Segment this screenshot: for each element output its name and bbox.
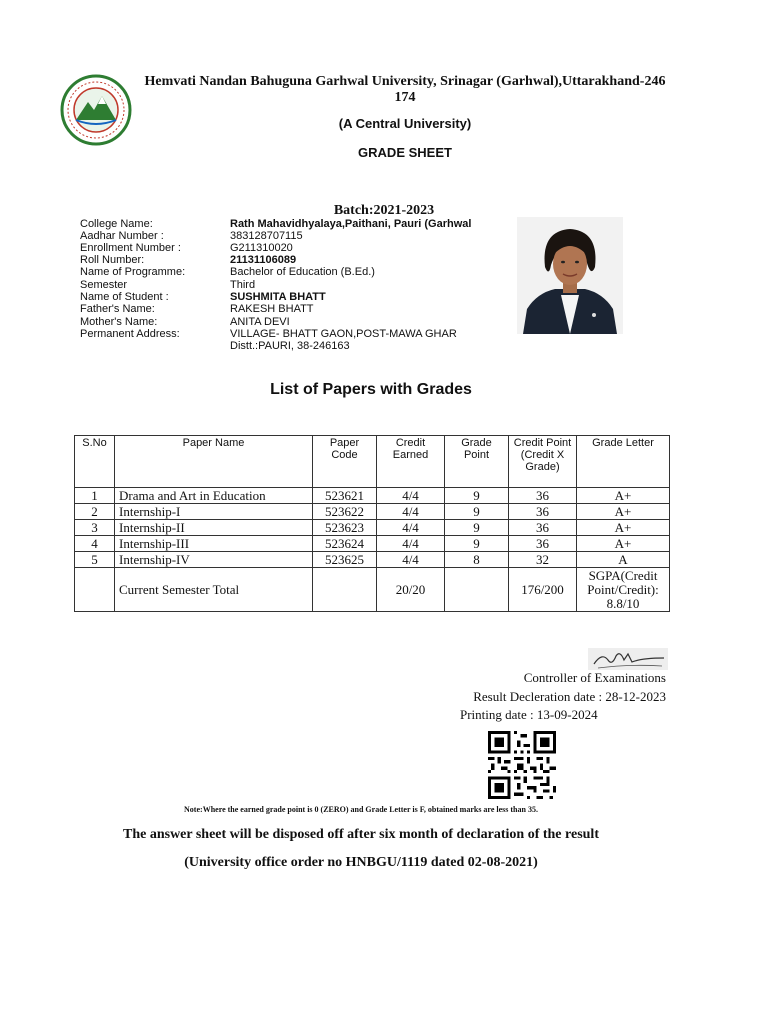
col-header-credit-earned: Credit Earned xyxy=(377,436,445,488)
cell-grade-letter: A xyxy=(577,552,670,568)
cell-paper-code: 523623 xyxy=(313,520,377,536)
col-header-paper-code: Paper Code xyxy=(313,436,377,488)
cell-paper-name: Internship-I xyxy=(115,504,313,520)
cell-grade-point: 9 xyxy=(445,520,509,536)
address-value: VILLAGE- BHATT GAON,POST-MAWA GHAR xyxy=(230,328,457,340)
father-name-label: Father's Name: xyxy=(80,303,155,315)
total-label: Current Semester Total xyxy=(115,568,313,612)
table-row xyxy=(75,504,670,520)
office-order: (University office order no HNBGU/1119 dated 02-08-2021) xyxy=(184,855,538,870)
total-credit-points: 176/200 xyxy=(509,568,577,612)
papers-section-title: List of Papers with Grades xyxy=(270,381,472,398)
enrollment-label: Enrollment Number : xyxy=(80,242,181,254)
controller-title: Controller of Examinations xyxy=(523,670,666,685)
roll-number-label: Roll Number: xyxy=(80,254,145,266)
table-row xyxy=(75,488,670,504)
sgpa-value: SGPA(Credit Point/Credit): 8.8/10 xyxy=(577,568,670,612)
aadhar-label: Aadhar Number : xyxy=(80,230,164,242)
printing-date: Printing date : 13-09-2024 xyxy=(460,707,598,722)
cell-paper-name: Internship-IV xyxy=(115,552,313,568)
cell-credit-point: 32 xyxy=(509,552,577,568)
semester-label: Semester xyxy=(80,279,128,291)
university-logo xyxy=(60,74,132,146)
cell-grade-point: 9 xyxy=(445,536,509,552)
total-grade-point-cell xyxy=(445,568,509,612)
student-name-value: SUSHMITA BHATT xyxy=(230,291,326,303)
cell-paper-code: 523622 xyxy=(313,504,377,520)
semester-value: Third xyxy=(230,279,256,291)
cell-credit-earned: 4/4 xyxy=(377,552,445,568)
roll-number-value: 21131106089 xyxy=(230,254,297,266)
total-code-cell xyxy=(313,568,377,612)
cell-grade-point: 9 xyxy=(445,488,509,504)
cell-sno: 1 xyxy=(75,488,115,504)
cell-paper-code: 523624 xyxy=(313,536,377,552)
cell-sno: 5 xyxy=(75,552,115,568)
cell-grade-letter: A+ xyxy=(577,536,670,552)
cell-credit-earned: 4/4 xyxy=(377,504,445,520)
central-university-label: (A Central University) xyxy=(338,116,472,131)
cell-paper-code: 523621 xyxy=(313,488,377,504)
semester-total-row xyxy=(75,568,670,612)
col-header-sno: S.No xyxy=(75,436,115,488)
cell-paper-name: Drama and Art in Education xyxy=(115,488,313,504)
col-header-credit-point: Credit Point (Credit X Grade) xyxy=(509,436,577,488)
aadhar-value: 383128707115 xyxy=(230,230,303,242)
address-label: Permanent Address: xyxy=(80,328,180,340)
cell-grade-letter: A+ xyxy=(577,504,670,520)
cell-paper-name: Internship-II xyxy=(115,520,313,536)
programme-label: Name of Programme: xyxy=(80,266,186,278)
address-line2: Distt.:PAURI, 38-246163 xyxy=(230,340,350,352)
programme-value: Bachelor of Education (B.Ed.) xyxy=(230,266,375,278)
grade-note: Note:Where the earned grade point is 0 (ZERO) and Grade Letter is F, obtained marks are less than 35. xyxy=(184,805,538,814)
cell-sno: 3 xyxy=(75,520,115,536)
total-credits: 20/20 xyxy=(377,568,445,612)
cell-paper-code: 523625 xyxy=(313,552,377,568)
cell-grade-point: 9 xyxy=(445,504,509,520)
cell-credit-earned: 4/4 xyxy=(377,536,445,552)
cell-credit-earned: 4/4 xyxy=(377,520,445,536)
university-name: Hemvati Nandan Bahuguna Garhwal University, Srinagar (Garhwal),Uttarakhand-246 174 xyxy=(144,74,666,105)
cell-credit-point: 36 xyxy=(509,536,577,552)
col-header-grade-letter: Grade Letter xyxy=(577,436,670,488)
controller-signature xyxy=(588,646,668,672)
cell-credit-point: 36 xyxy=(509,520,577,536)
batch-label: Batch:2021-2023 xyxy=(333,203,435,218)
cell-sno: 4 xyxy=(75,536,115,552)
table-row xyxy=(75,536,670,552)
document-title: GRADE SHEET xyxy=(358,145,452,160)
col-header-paper-name: Paper Name xyxy=(115,436,313,488)
mother-name-label: Mother's Name: xyxy=(80,316,158,328)
student-photo xyxy=(517,217,623,334)
col-header-grade-point: Grade Point xyxy=(445,436,509,488)
disposal-notice: The answer sheet will be disposed off after six month of declaration of the result xyxy=(123,827,599,842)
table-row xyxy=(75,520,670,536)
cell-credit-earned: 4/4 xyxy=(377,488,445,504)
enrollment-value: G211310020 xyxy=(230,242,293,254)
total-sno-cell xyxy=(75,568,115,612)
cell-sno: 2 xyxy=(75,504,115,520)
table-row xyxy=(75,552,670,568)
cell-credit-point: 36 xyxy=(509,504,577,520)
college-name-label: College Name: xyxy=(80,218,153,230)
result-declaration-date: Result Decleration date : 28-12-2023 xyxy=(473,689,666,704)
cell-grade-letter: A+ xyxy=(577,488,670,504)
grades-table xyxy=(74,435,670,612)
table-header-row xyxy=(75,436,670,488)
father-name-value: RAKESH BHATT xyxy=(230,303,314,315)
mother-name-value: ANITA DEVI xyxy=(230,316,290,328)
qr-code xyxy=(485,731,559,799)
cell-credit-point: 36 xyxy=(509,488,577,504)
student-name-label: Name of Student : xyxy=(80,291,169,303)
cell-grade-letter: A+ xyxy=(577,520,670,536)
cell-paper-name: Internship-III xyxy=(115,536,313,552)
college-name-value: Rath Mahavidhyalaya,Paithani, Pauri (Garhwal xyxy=(230,218,472,230)
cell-grade-point: 8 xyxy=(445,552,509,568)
